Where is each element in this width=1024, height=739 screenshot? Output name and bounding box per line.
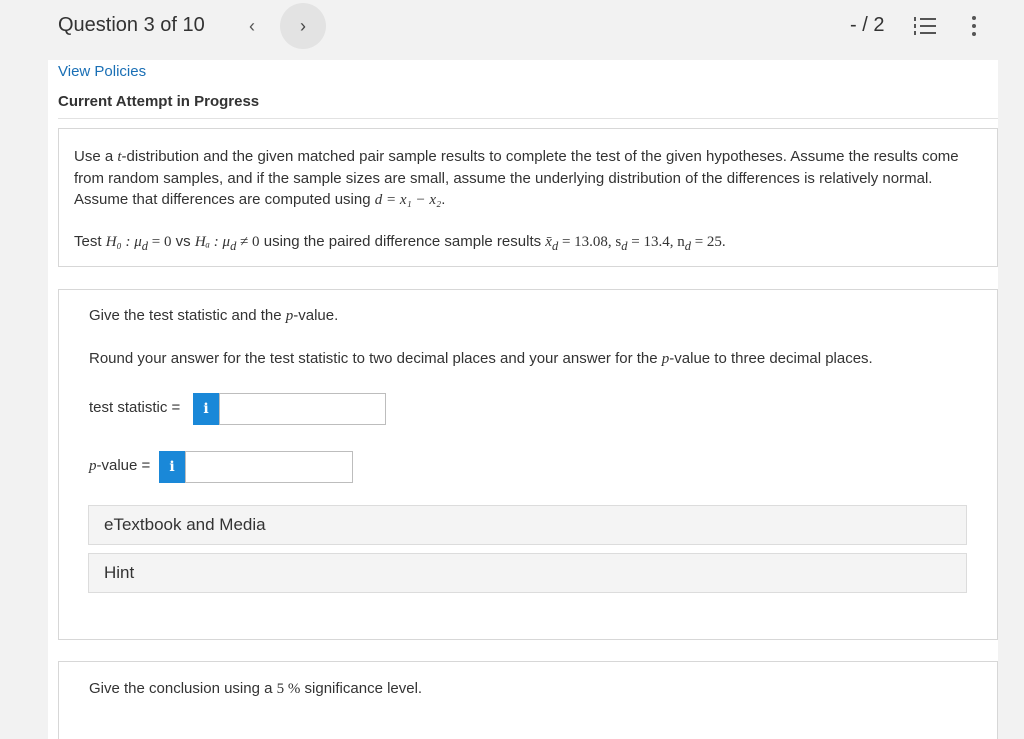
- part-2-title: Give the conclusion using a 5 % significance level.: [89, 680, 423, 697]
- view-policies-link[interactable]: View Policies: [58, 63, 147, 80]
- test-statistic-input[interactable]: [219, 393, 386, 425]
- problem-statement: Use a t-distribution and the given matched pair sample results to complete the test of the given hypotheses. Assume the results come from random samples, and if the sample sizes are small, assume the underlying distribution of the differences is relatively normal. Assume that differences are computed using d = x₁ − x₂.: [74, 148, 959, 208]
- info-icon[interactable]: i: [193, 393, 219, 425]
- part-2-card: [58, 661, 998, 739]
- hint-button[interactable]: Hint: [88, 553, 967, 593]
- question-header: [0, 0, 1024, 52]
- list-numbered-icon[interactable]: [914, 16, 936, 36]
- more-vertical-icon[interactable]: [964, 14, 984, 38]
- p-value-label: p-value =: [89, 457, 151, 474]
- chevron-right-icon[interactable]: ›: [280, 3, 326, 49]
- question-counter: Question 3 of 10: [58, 14, 205, 36]
- info-icon[interactable]: i: [159, 451, 185, 483]
- etextbook-media-button[interactable]: eTextbook and Media: [88, 505, 967, 545]
- chevron-left-icon[interactable]: ‹: [249, 15, 255, 36]
- score-display: - / 2: [850, 14, 885, 36]
- divider: [58, 118, 998, 119]
- p-value-input[interactable]: [185, 451, 353, 483]
- attempt-status: Current Attempt in Progress: [58, 93, 260, 110]
- part-1-title: Give the test statistic and the p-value.: [89, 307, 339, 324]
- rounding-instructions: Round your answer for the test statistic to two decimal places and your answer for the p-value to three decimal places.: [89, 350, 873, 367]
- hypothesis-test-line: Test H₀ : $\mu_d = 0$ vs Hₐ : $\mu_d \ne 0$ using the paired difference sample results $x̄_d = 13.08$, $s_d = 13.4$, $n_d = 25$.: [74, 233, 726, 253]
- test-statistic-label: test statistic =: [89, 399, 181, 416]
